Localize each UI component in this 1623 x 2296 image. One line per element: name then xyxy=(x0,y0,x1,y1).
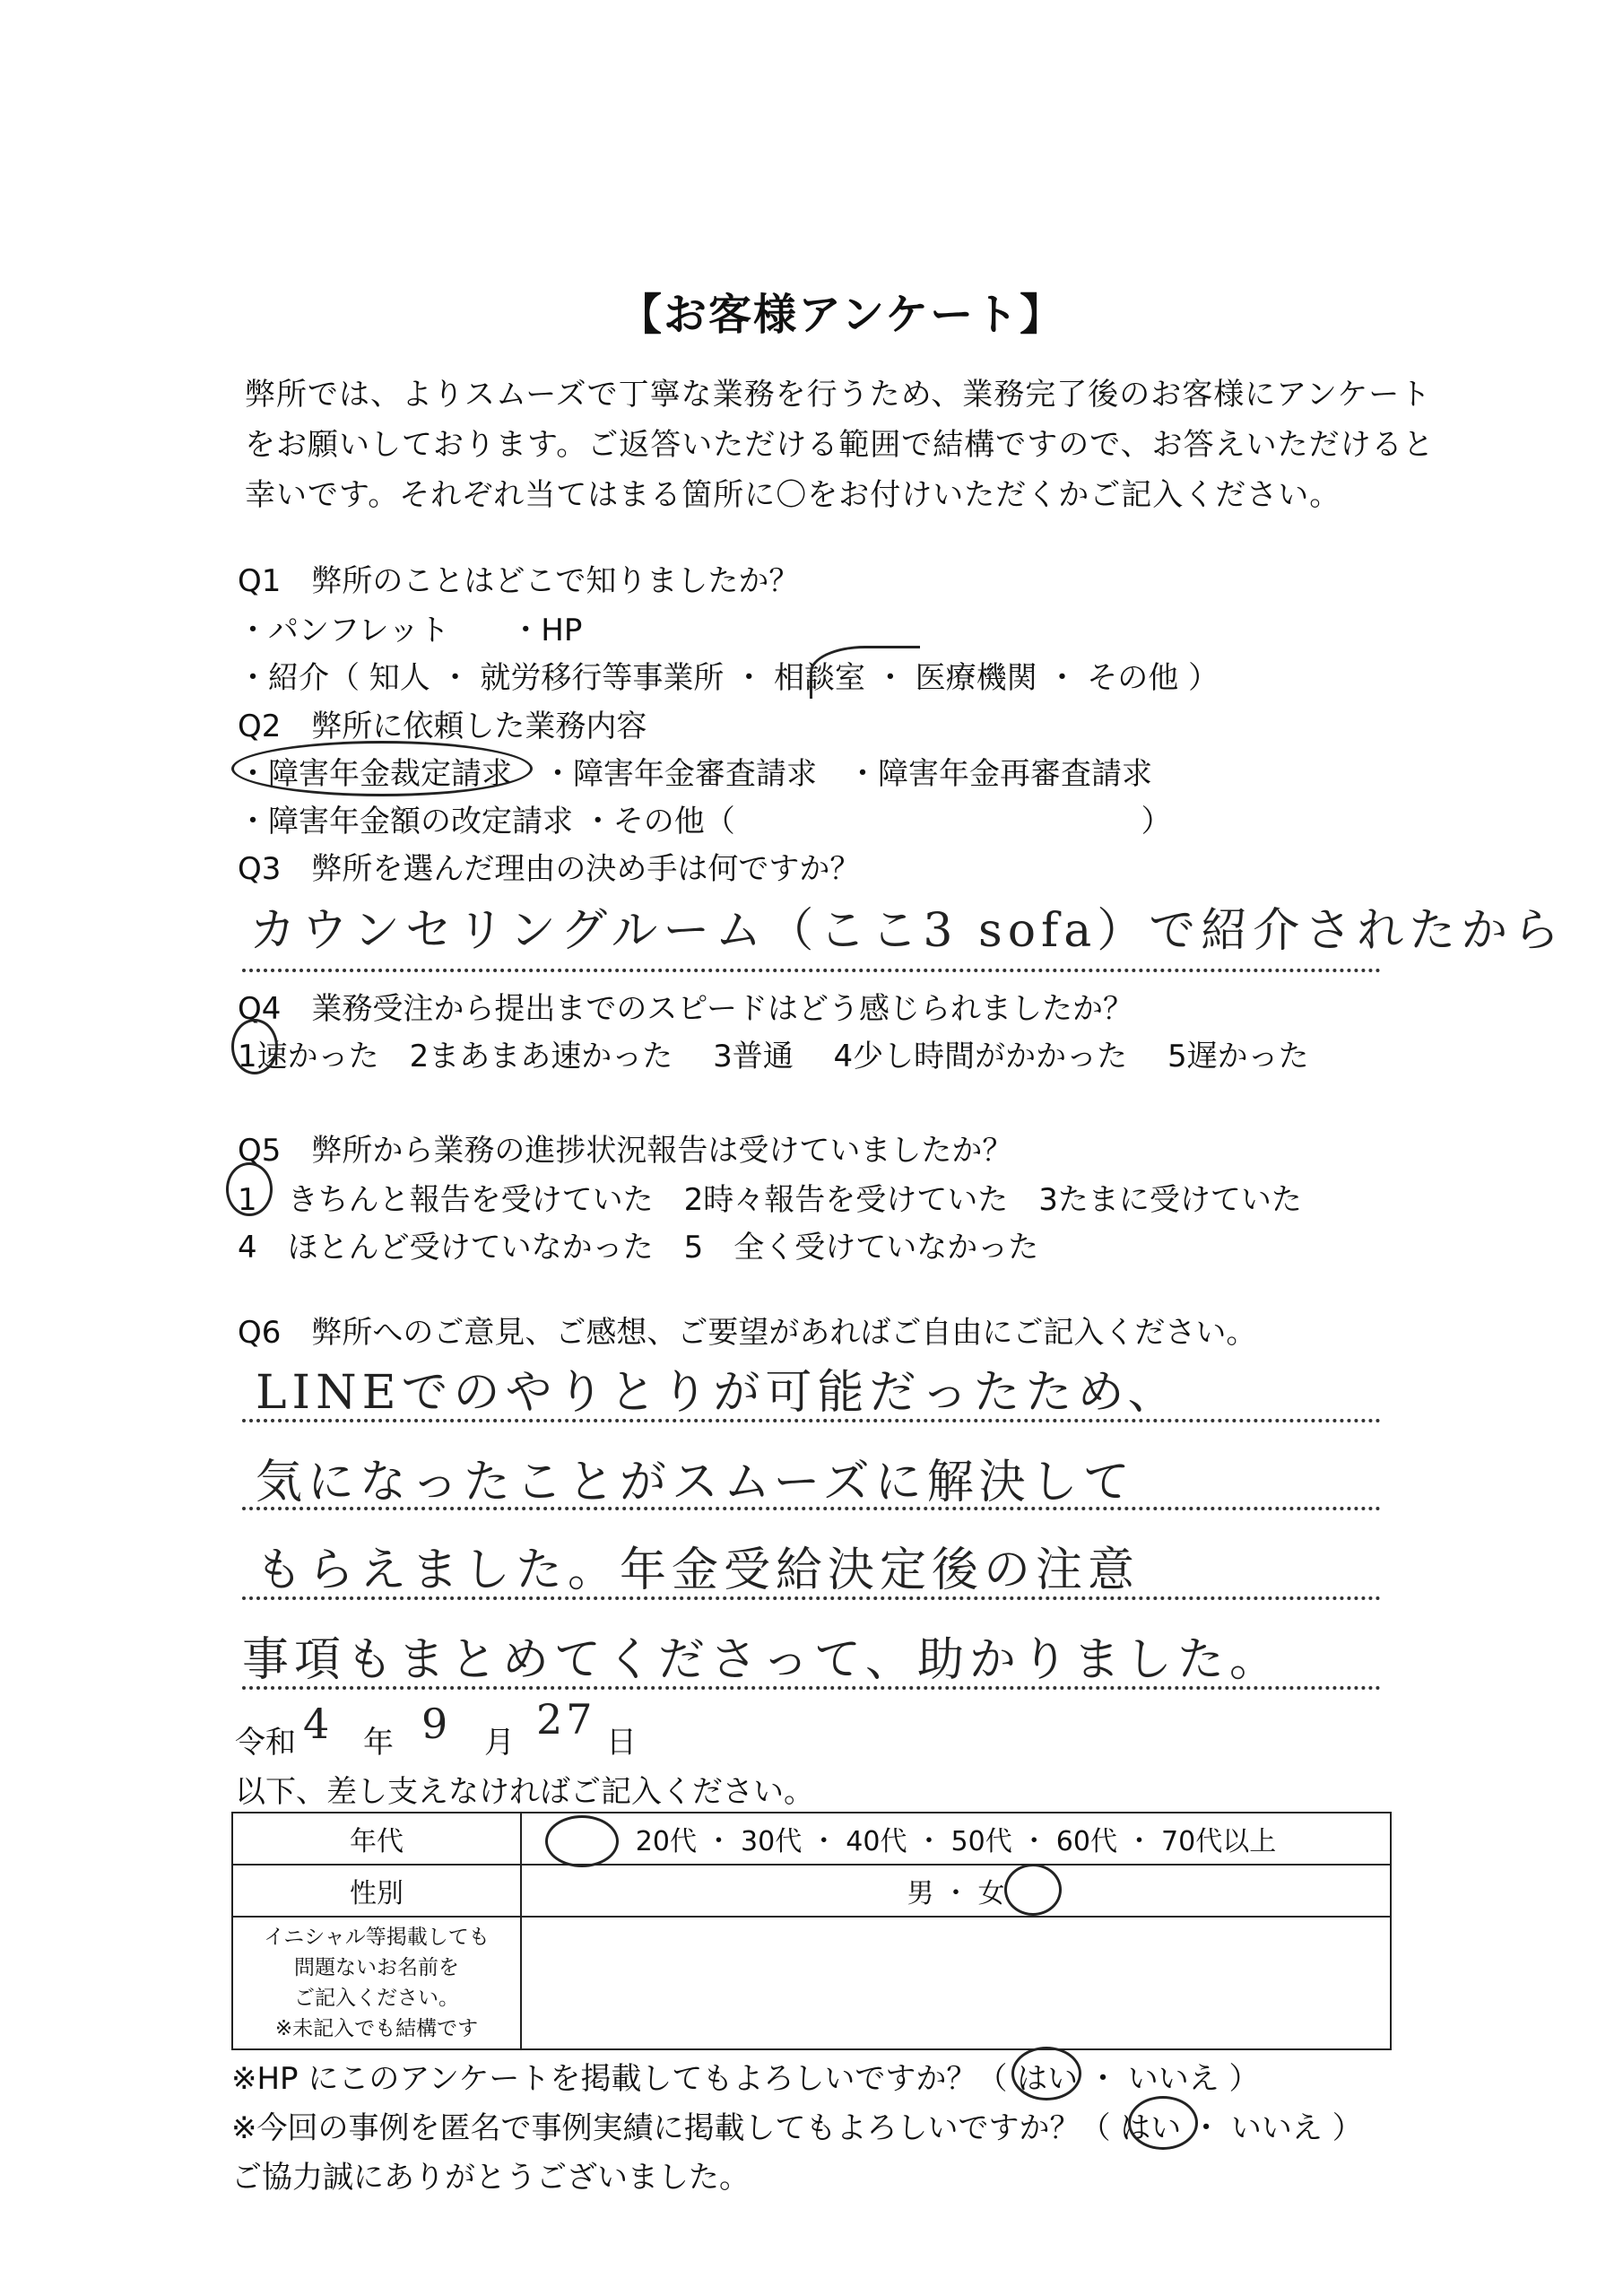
table-intro: 以下、差し支えなければご記入ください。 xyxy=(235,1774,814,1810)
info-table xyxy=(231,1812,1392,2050)
q5-label: Q5 弊所から業務の進捗状況報告は受けていましたか？ xyxy=(238,1133,1013,1169)
date-year-unit: 年 xyxy=(363,1725,394,1761)
q1-options-1[interactable]: ・パンフレット ・HP xyxy=(238,613,583,648)
date-day-unit: 日 xyxy=(606,1725,637,1761)
date-month-unit: 月 xyxy=(484,1725,515,1761)
q6-line-4 xyxy=(242,1686,1381,1690)
date-day: 27 xyxy=(536,1695,596,1744)
intro-line-1: 弊所では、よりスムーズで丁寧な業務を行うため、業務完了後のお客様にアンケート xyxy=(245,377,1432,413)
date-month: 9 xyxy=(421,1700,452,1748)
hp-consent-circle-mark xyxy=(1011,2047,1081,2100)
q6-answer-line-1: LINEでのやりとりが可能だったため、 xyxy=(256,1366,1180,1420)
q2-options-2[interactable]: ・障害年金額の改定請求 ・その他（ ） xyxy=(238,804,1172,839)
date-prefix: 令和 xyxy=(235,1725,296,1761)
q5-circle-mark xyxy=(226,1162,273,1216)
q3-label: Q3 弊所を選んだ理由の決め手は何ですか？ xyxy=(238,851,861,887)
q1-circle-mark xyxy=(810,646,920,699)
age-options[interactable]: 20代 ・ 30代 ・ 40代 ・ 50代 ・ 60代 ・ 70代以上 xyxy=(521,1813,1391,1865)
q6-line-2 xyxy=(242,1507,1381,1510)
gender-header: 性別 xyxy=(232,1865,521,1917)
q4-options[interactable]: 1速かった 2まあまあ速かった 3普通 4少し時間がかかった 5遅かった xyxy=(238,1039,1309,1074)
hp-consent-question[interactable]: ※HP にこのアンケートを掲載してもよろしいですか？（ はい ・ いいえ ） xyxy=(231,2061,1260,2097)
q2-label: Q2 弊所に依頼した業務内容 xyxy=(238,709,647,744)
thanks-text: ご協力誠にありがとうございました。 xyxy=(231,2160,750,2196)
name-header-line-3: ご記入ください。 xyxy=(294,1987,459,2010)
q5-options-2[interactable]: 4 ほとんど受けていなかった 5 全く受けていなかった xyxy=(238,1230,1039,1265)
q1-label: Q1 弊所のことはどこで知りましたか？ xyxy=(238,563,800,599)
q1-options-2[interactable]: ・紹介（ 知人 ・ 就労移行等事業所 ・ 相談室 ・ 医療機関 ・ その他 ） xyxy=(238,660,1219,696)
q2-circle-mark xyxy=(231,741,533,796)
gender-options[interactable]: 男 ・ 女 xyxy=(521,1865,1391,1917)
name-header xyxy=(232,1917,521,2049)
name-field[interactable] xyxy=(521,1917,1391,2049)
q4-label: Q4 業務受注から提出までのスピードはどう感じられましたか？ xyxy=(238,991,1134,1027)
page-title: 【お客様アンケート】 xyxy=(619,290,1065,340)
intro-line-2: をお願いしております。ご返答いただける範囲で結構ですので、お答えいただけると xyxy=(245,427,1435,463)
q6-line-3 xyxy=(242,1596,1381,1600)
name-header-line-1: イニシャル等掲載しても xyxy=(264,1926,490,1949)
q2-options-1[interactable]: ・障害年金裁定請求 ・障害年金審査請求 ・障害年金再審査請求 xyxy=(238,756,1152,792)
age-circle-mark xyxy=(545,1815,619,1867)
gender-circle-mark xyxy=(1004,1864,1062,1916)
q6-label: Q6 弊所へのご意見、ご感想、ご要望があればご自由にご記入ください。 xyxy=(238,1315,1257,1351)
q6-answer-line-4: 事項もまとめてくださって、助かりました。 xyxy=(242,1633,1281,1687)
name-header-line-4: ※未記入でも結構です xyxy=(274,2017,479,2040)
case-consent-circle-mark xyxy=(1128,2096,1198,2150)
case-consent-question[interactable]: ※今回の事例を匿名で事例実績に掲載してもよろしいですか？（ はい ・ いいえ ） xyxy=(231,2110,1363,2146)
date-year: 4 xyxy=(303,1700,334,1748)
q4-circle-mark xyxy=(231,1019,278,1074)
q6-answer-line-3: もらえました。年金受給決定後の注意 xyxy=(256,1544,1141,1597)
age-header: 年代 xyxy=(232,1813,521,1865)
intro-line-3: 幸いです。それぞれ当てはまる箇所に〇をお付けいただくかご記入ください。 xyxy=(245,477,1341,513)
q6-answer-line-2: 気になったことがスムーズに解決して xyxy=(256,1456,1135,1509)
name-header-line-2: 問題ないお名前を xyxy=(294,1956,459,1979)
q3-answer-line xyxy=(242,969,1381,972)
q3-handwritten-answer: カウンセリングルーム（ここ3 sofa）で紹介されたから xyxy=(249,904,1566,958)
q6-line-1 xyxy=(242,1419,1381,1422)
q5-options-1[interactable]: 1 きちんと報告を受けていた 2時々報告を受けていた 3たまに受けていた xyxy=(238,1182,1302,1218)
